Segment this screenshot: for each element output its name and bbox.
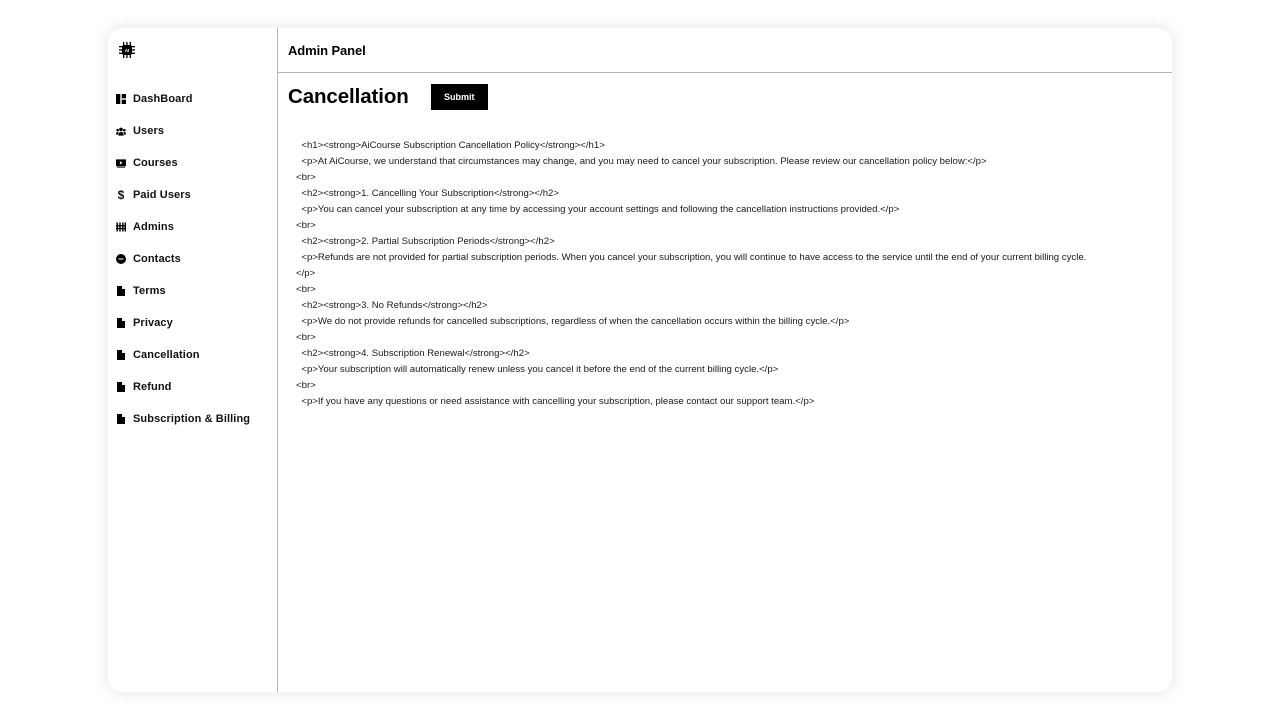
chat-bubble-icon xyxy=(116,254,126,264)
sidebar-item-label: Refund xyxy=(133,381,172,393)
document-icon xyxy=(116,286,126,296)
sidebar-item-label: DashBoard xyxy=(133,93,193,105)
svg-text:AI: AI xyxy=(124,47,130,53)
policy-content-editor[interactable] xyxy=(296,138,1091,678)
sidebar-item-label: Contacts xyxy=(133,253,181,265)
sidebar-item-privacy[interactable] xyxy=(116,307,250,339)
sidebar-item-refund[interactable] xyxy=(116,371,250,403)
sidebar-item-label: Paid Users xyxy=(133,189,191,201)
sidebar-item-cancellation[interactable] xyxy=(116,339,250,371)
title-row xyxy=(288,84,488,110)
sidebar-item-label: Users xyxy=(133,125,165,137)
sidebar-item-label: Cancellation xyxy=(133,349,200,361)
sidebar-item-dashboard[interactable] xyxy=(116,83,250,115)
sidebar-item-contacts[interactable] xyxy=(116,243,250,275)
sidebar-item-users[interactable] xyxy=(116,115,250,147)
sidebar-item-paid-users[interactable] xyxy=(116,179,250,211)
page-title: Cancellation xyxy=(288,85,409,108)
sidebar-item-admins[interactable] xyxy=(116,211,250,243)
sidebar-item-label: Terms xyxy=(133,285,166,297)
sidebar-item-subscription-billing[interactable] xyxy=(116,403,250,435)
app-title: Admin Panel xyxy=(288,42,366,58)
video-icon xyxy=(116,158,126,168)
dollar-icon: $ xyxy=(117,188,125,202)
document-icon xyxy=(116,414,126,424)
document-icon xyxy=(116,350,126,360)
top-bar xyxy=(278,28,1172,73)
sidebar-item-label: Courses xyxy=(133,157,178,169)
document-icon xyxy=(116,318,126,328)
sidebar-item-terms[interactable] xyxy=(116,275,250,307)
sidebar xyxy=(108,28,278,692)
document-icon xyxy=(116,382,126,392)
sidebar-item-label: Subscription & Billing xyxy=(133,413,251,425)
users-icon xyxy=(116,126,126,136)
app-window xyxy=(108,28,1172,692)
admins-grid-icon xyxy=(116,222,126,232)
ai-chip-icon[interactable] xyxy=(117,40,137,60)
main-content xyxy=(278,28,1172,692)
sidebar-nav xyxy=(116,83,250,435)
sidebar-item-label: Admins xyxy=(133,221,174,233)
sidebar-item-label: Privacy xyxy=(133,317,173,329)
submit-button[interactable]: Submit xyxy=(431,84,488,110)
sidebar-item-courses[interactable] xyxy=(116,147,250,179)
dashboard-icon xyxy=(116,94,126,104)
